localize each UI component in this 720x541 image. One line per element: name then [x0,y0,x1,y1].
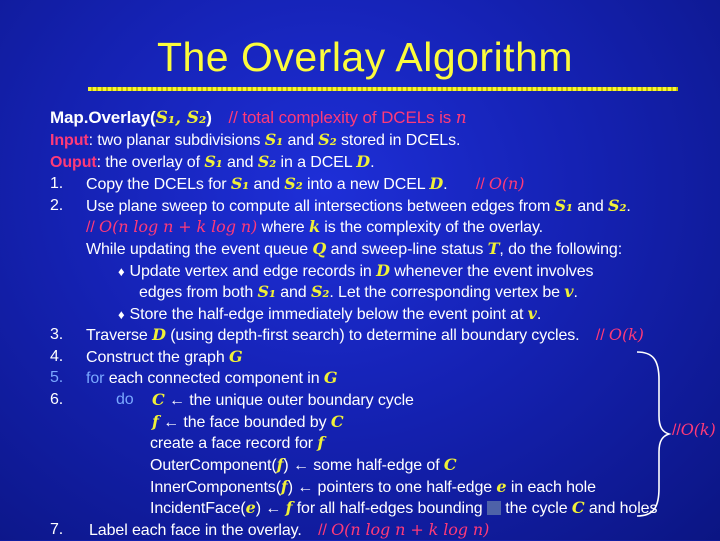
step-7: Label each face in the overlay. // O(n log n + k log n) [89,520,490,539]
step-4: Construct the graph G [86,347,243,366]
step-6-incident: IncidentFace(e) ← f for all half-edges bounding the cycle C and holes [150,498,658,517]
step-6-create: create a face record for f [150,433,325,452]
step-6-number: 6. [50,391,64,408]
step-3: Traverse D (using depth-first search) to determine all boundary cycles. // O(k) [86,325,644,344]
slide-title: The Overlay Algorithm [156,34,574,80]
step-1-number: 1. [50,175,64,192]
input-line: Input: two planar subdivisions S₁ and S₂ stored in DCELs. [50,130,461,149]
step-6-face: f ← the face bounded by C [152,412,344,431]
title-underline [88,87,678,91]
bullet-1-cont: edges from both S₁ and S₂. Let the corresponding vertex be v. [139,282,578,301]
bullet-1: ♦ Update vertex and edge records in D whenever the event involves [118,261,594,280]
step-7-number: 7. [50,521,64,538]
step-2: Use plane sweep to compute all intersections between edges from S₁ and S₂. [86,196,631,215]
step-1: Copy the DCELs for S₁ and S₂ into a new DCEL D. // O(n) [86,174,525,193]
step-2-complexity: // O(n log n + k log n) where k is the complexity of the overlay. [86,217,544,236]
step-6-do: do [116,391,134,408]
step-3-number: 3. [50,326,64,343]
diamond-bullet-icon: ♦ [118,307,125,322]
step-6-inner: InnerComponents(f) ← pointers to one half-edge e in each hole [150,477,596,496]
procedure-header: Map.Overlay(S₁, S₂) // total complexity of DCELs is n [50,108,467,128]
output-line: Ouput: the overlay of S₁ and S₂ in a DCEL D. [50,152,375,171]
curly-brace [635,350,675,520]
step-6-outer: OuterComponent(f) ← some half-edge of C [150,455,457,474]
bullet-2: ♦ Store the half-edge immediately below the event point at v. [118,304,542,323]
step-2-while: While updating the event queue Q and sweep-line status T, do the following: [86,239,623,258]
step-2-number: 2. [50,197,64,214]
step-5-number: 5. [50,369,64,386]
diamond-bullet-icon: ♦ [118,264,125,279]
highlight-marker [487,501,501,515]
step-6: C ← the unique outer boundary cycle [152,390,414,409]
step-4-number: 4. [50,348,64,365]
bracket-complexity: //O(k) [672,420,716,439]
step-5: for each connected component in G [86,368,338,387]
